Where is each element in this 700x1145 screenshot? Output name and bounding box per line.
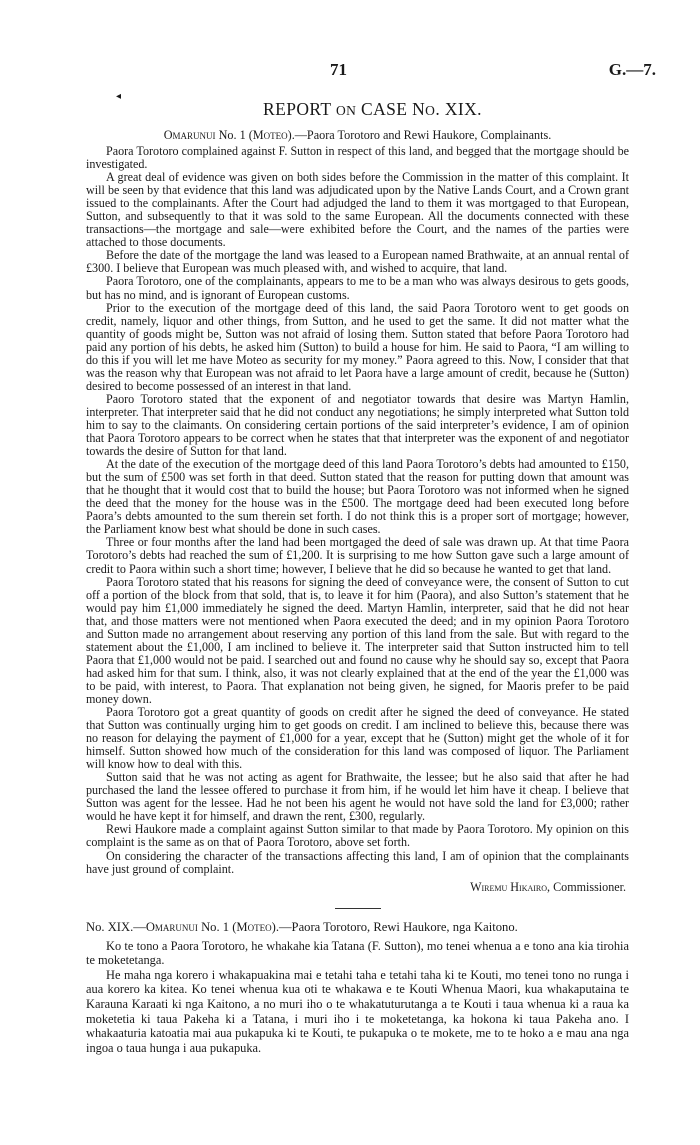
signature-name: Wiremu Hikairo <box>470 879 548 894</box>
page-content <box>86 98 629 1055</box>
section-divider <box>335 908 381 909</box>
report-body <box>86 145 629 876</box>
maori-heading-part: No. 1 ( <box>197 919 237 934</box>
signature-role: , Commissioner. <box>547 879 626 894</box>
margin-mark: ◂ <box>116 91 122 102</box>
report-paragraph: Paora Torotoro got a great quantity of goods on credit after he signed the deed of conveyance. He stated that Sutton was continually urging him to get goods on credit. I am inclined to believe this, because there was no reason for delaying the payment of £1,000 for a year, except that he (Sutton) might get the whole of it for himself. Sutton showed how much of the consideration for this land was composed of liquor. The Parliament will know how to deal with this. <box>86 705 629 772</box>
report-paragraph: On considering the character of the transactions affecting this land, I am of opinion that the complainants have just ground of complaint. <box>86 848 629 876</box>
title-part: CASE N <box>356 99 426 119</box>
report-paragraph: Before the date of the mortgage the land was leased to a European named Brathwaite, at an annual rental of £300. I believe that European was much pleased with, and wished to acquire, that land. <box>86 248 629 276</box>
maori-heading <box>86 919 629 935</box>
report-title <box>116 98 629 122</box>
subtitle-part: ).—Paora Torotoro and Rewi Haukore, Complainants. <box>287 128 552 142</box>
maori-paragraph: Ko te tono a Paora Torotoro, he whakahe kia Tatana (F. Sutton), mo tenei whenua a e tono ana kia tirohia te moketetanga. <box>86 938 629 968</box>
maori-paragraph: He maha nga korero i whakapuakina mai e tetahi taha e tetahi taha ki te Kouti, mo tenei tono no runga i aua korero ka kitea. Ko tenei whenua kua oti te whakawa e te Kouti Whenua Maori, kua whakaputaina te Karauna Karaati ki nga Kaitono, a no muri iho o te whakatuturutanga a te Kouti i taua whenua ki a raua ka moketetia ki taua Pakeha ki a Tatana, i muri iho i te moketetanga, ka hokona ki taua Pakeha ano. I whakaaturia katoatia mai aua pukapuka ki te Kouti, te pukapuka o te mokete, me to te hoko a e mau ana nga ingoa o taua hunga i aua pukapuka. <box>86 967 629 1055</box>
report-paragraph: Paora Torotoro, one of the complainants, appears to me to be a man who was always desirous to gets goods, but has no mind, and is ignorant of European customs. <box>86 274 629 302</box>
report-paragraph: Sutton said that he was not acting as agent for Brathwaite, the lessee; but he also said that after he had purchased the land the lessee offered to purchase it from him, if he would let him have it cheap. I believe that Sutton was agent for the lessee. Had he not been his agent he would not have sold the land for £3,000; rather would he have kept it for himself, and drawn the rent, £300, regularly. <box>86 770 629 824</box>
maori-heading-place: Omarunui <box>145 919 198 934</box>
subtitle-moteo: Moteo <box>252 128 288 142</box>
report-subtitle <box>86 128 629 143</box>
report-paragraph: Rewi Haukore made a complaint against Sutton similar to that made by Paora Torotoro. My opinion on this complaint is the same as on that of Paora Torotoro, above set forth. <box>86 822 629 850</box>
maori-heading-moteo: Moteo <box>236 919 272 934</box>
report-paragraph: Paora Torotoro stated that his reasons for signing the deed of conveyance were, the consent of Sutton to cut off a portion of the block from that sold, that is, to leave it for him (Paora), and also Sutton’s statement that he would pay him £1,000 immediately he signed the deed. Martyn Hamlin, interpreter, said that he did not hear that, and those matters were not mentioned when Paora executed the deed; and in my opinion Paora Torotoro and Sutton made no arrangement about reserving any portion of this land from the sale. But with regard to the statement about the £1,000, I am inclined to believe it. The interpreter said that Sutton instructed him to tell Paora that £1,000 would not be paid. I searched out and found no cause why he should say so, except that Paora had asked him for that sum. I think, also, it was not clearly explained that at the end of the year the £1,000 was to be paid, with interest, to Paora. That explanation not being given, he signed, for Maoris prefer to be paid money down. <box>86 574 629 706</box>
subtitle-place: Omarunui <box>163 128 216 142</box>
signature <box>86 879 626 895</box>
page-number: 71 <box>330 60 347 79</box>
title-part: O <box>425 103 436 118</box>
report-paragraph: Paora Torotoro complained against F. Sutton in respect of this land, and begged that the mortgage should be investigated. <box>86 144 629 172</box>
maori-heading-part: No. XIX.— <box>86 919 146 934</box>
report-paragraph: Prior to the execution of the mortgage deed of this land, the said Paora Torotoro went to get goods on credit, namely, liquor and other things, from Sutton, and he used to get the same. It did not matter what the quantity of goods might be, Sutton was not afraid of losing them. Sutton stated that before Paora Torotoro had paid any portion of his debts, he asked him (Sutton) to build a house for him. He said to Paora, “I am willing to do this if you will let me have Moteo as security for my money.” Paora agreed to this. Now, I consider that that was the reason why that European was not afraid to let Paora have a large amount of credit, because he (Sutton) desired to become possessed of an interest in that land. <box>86 300 629 393</box>
maori-body <box>86 939 629 1056</box>
document-reference: G.—7. <box>608 60 656 79</box>
report-paragraph: At the date of the execution of the mortgage deed of this land Paora Torotoro’s debts had amounted to £150, but the sum of £500 was set forth in that deed. Sutton stated that the reason for putting down that amount was that he thought that it would cost that to build the house; but Paora Torotoro was not informed when he signed the deed that the money for the house was in the £500. The mortgage deed had been executed long before Paora’s debts amounted to the sum therein set forth. I do not think this is a proper sort of mortgage; however, the Parliament know best what should be done in such cases. <box>86 457 629 537</box>
subtitle-part: No. 1 ( <box>215 128 253 142</box>
report-paragraph: Three or four months after the land had been mortgaged the deed of sale was drawn up. At that time Paora Torotoro’s debts had reached the sum of £1,200. It is surprising to me how Sutton gave such a large amount of credit to Paora within such a short time; however, I believe that he did so because he wanted to get that land. <box>86 535 629 576</box>
title-part: ON <box>335 103 357 118</box>
report-paragraph: Paoro Torotoro stated that the exponent of and negotiator towards that desire was Martyn Hamlin, interpreter. That interpreter said that he did not conduct any negotiations; he simply interpreted what Sutton told him to say to the claimants. On considering certain portions of the said interpreter’s evidence, I am of opinion that Paora Torotoro appears to be correct when he states that that interpreter was the exponent of and negotiator towards the desire of Sutton for that land. <box>86 391 629 459</box>
title-part: REPORT <box>263 99 336 119</box>
title-part: . XIX. <box>435 99 482 119</box>
report-paragraph: A great deal of evidence was given on both sides before the Commission in the matter of this complaint. It will be seen by that evidence that this land was adjudicated upon by the Native Lands Court, and a Crown grant issued to the complainants. After the Court had adjudged the land to them it was mortgaged to that European, Sutton, and subsequently to that it was sold to the same European. All the documents connected with these transactions—the mortgage and sale—were exhibited before the Court, and the names of the parties were attached to those documents. <box>86 170 629 250</box>
maori-heading-part: ).—Paora Torotoro, Rewi Haukore, nga Kaitono. <box>271 919 518 934</box>
